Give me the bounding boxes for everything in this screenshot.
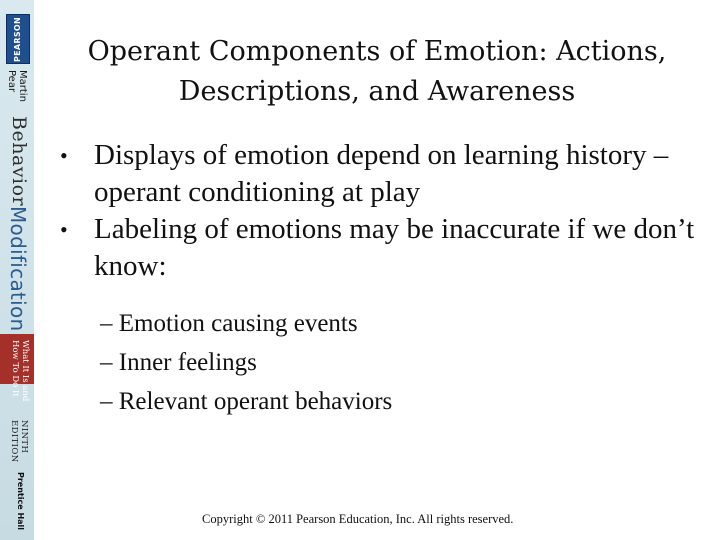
- pearson-logo-text: PEARSON: [13, 16, 23, 62]
- bullet-dot-icon: •: [60, 217, 68, 242]
- author-name: Pear: [6, 70, 17, 93]
- bullet-text: Labeling of emotions may be inaccurate if we don’t know:: [94, 213, 695, 282]
- book-authors: [6, 70, 28, 102]
- edition-line: NINTH: [19, 420, 29, 454]
- book-title-behavior: Behavior: [8, 116, 30, 207]
- bullet-text: Displays of emotion depend on learning history – operant conditioning at play: [94, 139, 669, 208]
- slide-title: Operant Components of Emotion: Actions, Descriptions, and Awareness: [87, 36, 667, 107]
- edition-line: EDITION: [9, 420, 19, 463]
- sub-bullet-list: [100, 304, 392, 421]
- copyright-notice: Copyright © 2011 Pearson Education, Inc. All rights reserved.: [202, 512, 514, 526]
- sub-bullet-item: – Relevant operant behaviors: [100, 388, 393, 415]
- book-cover-strip: [0, 0, 34, 540]
- bullet-dot-icon: •: [60, 143, 68, 168]
- book-edition: [9, 420, 29, 463]
- subtitle-line: How To Do It: [10, 340, 20, 397]
- bullet-list: [56, 137, 706, 285]
- subtitle-line: What It Is and: [20, 340, 30, 402]
- publisher-name: Prentice Hall: [16, 472, 25, 531]
- pearson-logo: [6, 14, 30, 64]
- sub-bullet-item: – Inner feelings: [100, 349, 257, 376]
- bullet-item: [56, 137, 706, 211]
- book-subtitle: [10, 340, 30, 401]
- bullet-item: [56, 211, 706, 285]
- book-title-modification: Modification: [6, 206, 30, 332]
- author-name: Martin: [17, 70, 28, 102]
- sub-bullet-item: – Emotion causing events: [100, 310, 358, 337]
